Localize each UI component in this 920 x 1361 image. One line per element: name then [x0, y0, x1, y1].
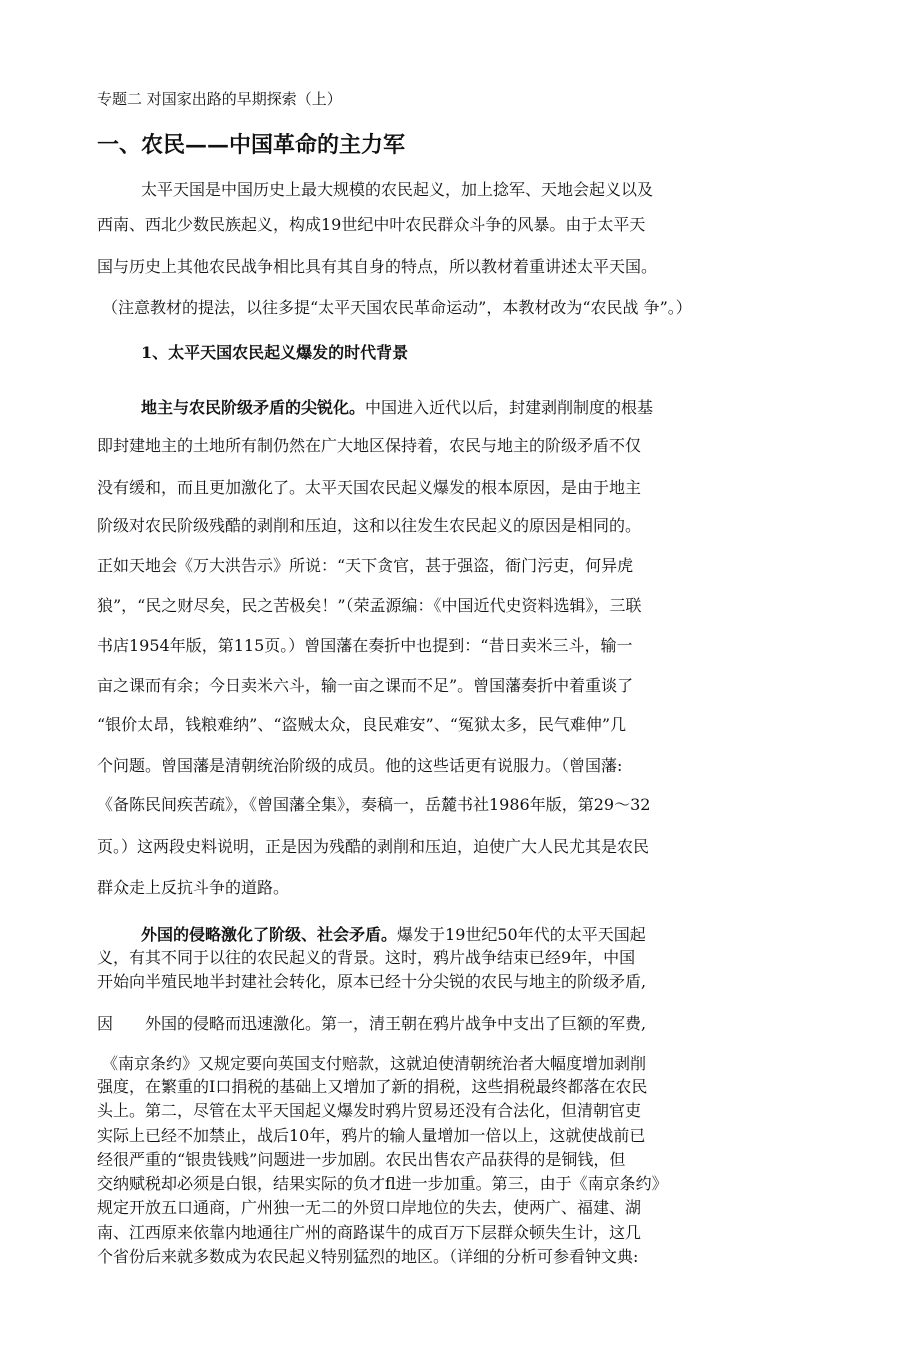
paragraph-line: 阶级对农民阶级残酷的剥削和压迫，这和以往发生农民起义的原因是相同的。 — [97, 516, 642, 535]
paragraph-line: 群众走上反抗斗争的道路。 — [97, 878, 290, 897]
intro-line: 国与历史上其他农民战争相比具有其自身的特点，所以教材着重讲述太平天国。 — [97, 257, 658, 276]
paragraph-line: 个问题。曾国藩是清朝统治阶级的成员。他的这些话更有说服力。（曾国藩: — [97, 756, 623, 775]
paragraph-line: 南、江西原来依靠内地通往广州的商路谋牛的成百万下层群众顿失生计，这几 — [97, 1223, 642, 1242]
paragraph-line: 狼”，“民之财尽矣，民之苦极矣！”（荣孟源编：《中国近代史资料选辑》，三联 — [97, 596, 642, 615]
paragraph-line: 经很严重的“银贵钱贱”问题进一步加剧。农民出售农产品获得的是铜钱，但 — [97, 1150, 626, 1169]
paragraph-line: 实际上已经不加禁止，战后10年，鸦片的输人量增加一倍以上，这就使战前已 — [97, 1126, 646, 1145]
topic-title: 专题二 对国家出路的早期探索（上） — [97, 90, 342, 108]
paragraph-line: 规定开放五口通商，广州独一无二的外贸口岸地位的失去，使两广、福建、湖 — [97, 1198, 642, 1217]
chapter-heading: 一、农民——中国革命的主力军 — [97, 132, 406, 158]
paragraph-2-lead-rest: 爆发于19世纪50年代的太平天国起 — [397, 925, 646, 944]
intro-line: 西南、西北少数民族起义，构成19世纪中叶农民群众斗争的风暴。由于太平天 — [97, 215, 646, 234]
intro-line: 太平天国是中国历史上最大规模的农民起义，加上捻军、天地会起义以及 — [141, 180, 654, 199]
paragraph-line: 开始向半殖民地半封建社会转化，原本已经十分尖锐的农民与地主的阶级矛盾, — [97, 972, 647, 991]
paragraph-1-first-line — [141, 398, 653, 418]
paragraph-2-first-line — [141, 925, 646, 945]
paragraph-line: 强度，在繁重的I口捐税的基础上又增加了新的捐税，这些捐税最终都落在农民 — [97, 1077, 648, 1096]
paragraph-line: 头上。第二，尽管在太平天国起义爆发时鸦片贸易还没有合法化，但清朝官吏 — [97, 1101, 642, 1120]
paragraph-line: 义，有其不同于以往的农民起义的背景。这时，鸦片战争结束已经9年，中国 — [97, 948, 636, 967]
paragraph-line: 书店1954年版，第115页。）曾国藩在奏折中也提到：“昔日卖米三斗，输一 — [97, 636, 633, 655]
paragraph-line: 《备陈民间疾苦疏》，《曾国藩全集》，奏稿一，岳麓书社1986年版，第29～32 — [97, 795, 651, 814]
paragraph-line: 《南京条约》又规定要向英国支付赔款，这就迫使清朝统治者大幅度增加剥削 — [102, 1054, 647, 1073]
paragraph-2-lead: 外国的侵略激化了阶级、社会矛盾。 — [141, 925, 398, 944]
paragraph-line: 个省份后来就多数成为农民起义特别猛烈的地区。（详细的分析可参看钟文典: — [97, 1247, 639, 1266]
paragraph-line: 没有缓和，而且更加激化了。太平天国农民起义爆发的根本原因，是由于地主 — [97, 478, 642, 497]
paragraph-1-lead-rest: 中国进入近代以后，封建剥削制度的根基 — [365, 398, 654, 417]
paragraph-line: 交纳赋税却必须是白银，结果实际的负才fl进一步加重。第三，由于《南京条约》 — [97, 1174, 668, 1193]
intro-note: （注意教材的提法，以往多提“太平天国农民革命运动”，本教材改为“农民战 争”。） — [102, 298, 692, 317]
paragraph-line: 即封建地主的土地所有制仍然在广大地区保持着，农民与地主的阶级矛盾不仅 — [97, 436, 642, 455]
section-title: 1、太平天国农民起义爆发的时代背景 — [141, 343, 409, 362]
paragraph-line: 正如天地会《万大洪告示》所说：“天下贪官，甚于强盗，衙门污吏，何异虎 — [97, 556, 634, 575]
paragraph-line: 亩之课而有余；今日卖米六斗，输一亩之课而不足”。曾国藩奏折中着重谈了 — [97, 676, 634, 695]
paragraph-line: “银价太昂，钱粮难纳”、“盗贼太众，良民难安”、“冤狱太多，民气难伸”几 — [97, 715, 627, 734]
paragraph-1-lead: 地主与农民阶级矛盾的尖锐化。 — [141, 398, 366, 417]
paragraph-line: 页。）这两段史料说明，正是因为残酷的剥削和压迫，迫使广大人民尤其是农民 — [97, 837, 650, 856]
paragraph-line: 因 外国的侵略而迅速激化。第一，清王朝在鸦片战争中支出了巨额的军费, — [97, 1014, 647, 1033]
